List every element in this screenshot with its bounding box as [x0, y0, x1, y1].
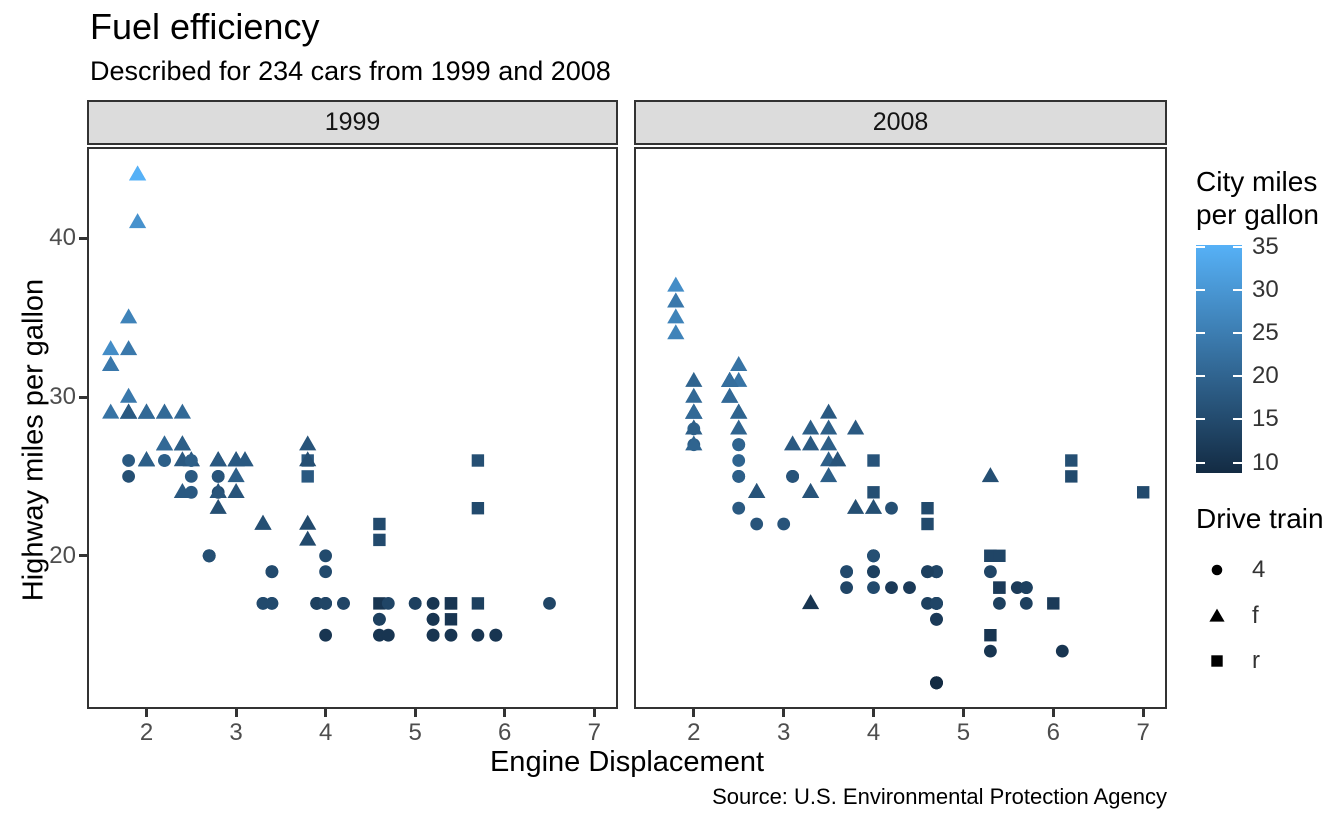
scatter-point: [748, 483, 765, 498]
legend-square-icon: [1203, 647, 1231, 675]
scatter-point: [667, 277, 684, 292]
gradient-tick: [1196, 462, 1205, 464]
scatter-point: [138, 451, 155, 466]
x-tick-label: 2: [139, 719, 154, 746]
scatter-point: [319, 597, 332, 610]
x-tick-label: 4: [866, 719, 881, 746]
caption: Source: U.S. Environmental Protection Agency: [712, 784, 1167, 809]
x-axis-tick: [503, 709, 506, 717]
plot-title: Fuel efficiency: [90, 6, 320, 47]
scatter-point: [299, 531, 316, 546]
scatter-point: [174, 404, 191, 419]
gradient-tick-label: 25: [1252, 319, 1279, 347]
x-tick-label: 2: [687, 719, 701, 746]
scatter-point: [984, 565, 997, 578]
x-axis-tick: [235, 709, 238, 717]
scatter-point: [373, 534, 385, 546]
scatter-point: [489, 629, 502, 642]
gradient-tick: [1196, 332, 1205, 334]
scatter-point: [120, 340, 137, 355]
scatter-point: [982, 467, 999, 482]
x-tick-label: 3: [229, 719, 243, 746]
x-tick-label: 3: [776, 719, 791, 746]
scatter-point: [993, 550, 1005, 562]
scatter-point: [299, 435, 316, 450]
scatter-point: [266, 565, 279, 578]
scatter-point: [667, 324, 684, 339]
x-tick-label: 5: [956, 719, 971, 746]
scatter-point: [777, 518, 790, 531]
scatter-point: [840, 581, 853, 594]
scatter-point: [302, 470, 314, 482]
scatter-point: [185, 454, 198, 467]
x-tick-label: 5: [408, 719, 422, 746]
scatter-point: [685, 388, 702, 403]
gradient-tick: [1233, 289, 1242, 291]
scatter-point: [930, 676, 943, 689]
scatter-point: [472, 454, 484, 466]
gradient-tick: [1233, 375, 1242, 377]
scatter-point: [1137, 486, 1149, 498]
legend-item-label-f: f: [1252, 602, 1259, 629]
x-axis-tick: [692, 709, 695, 717]
legend-item-label-4: 4: [1252, 556, 1266, 583]
scatter-point: [847, 420, 864, 435]
scatter-point: [802, 435, 819, 450]
scatter-point: [984, 629, 996, 641]
scatter-point: [732, 454, 745, 467]
gradient-tick-label: 15: [1252, 405, 1279, 433]
scatter-point: [685, 372, 702, 387]
color-legend-title-line2: per gallon: [1196, 199, 1319, 230]
scatter-point: [732, 470, 745, 483]
scatter-point: [802, 483, 819, 498]
scatter-point: [867, 581, 880, 594]
scatter-point: [730, 420, 747, 435]
scatter-point: [685, 404, 702, 419]
scatter-point: [993, 597, 1006, 610]
scatter-point: [1056, 645, 1069, 658]
scatter-point: [319, 549, 332, 562]
scatter-point: [337, 597, 350, 610]
scatter-plot-2008: [634, 147, 1167, 709]
scatter-point: [373, 518, 385, 530]
scatter-point: [820, 404, 837, 419]
scatter-point: [445, 613, 457, 625]
scatter-point: [885, 502, 898, 515]
scatter-point: [667, 293, 684, 308]
y-axis-tick: [79, 396, 87, 399]
gradient-tick: [1196, 289, 1205, 291]
scatter-point: [867, 486, 879, 498]
scatter-point: [802, 594, 819, 609]
gradient-tick: [1233, 246, 1242, 248]
scatter-point: [228, 483, 245, 498]
y-axis-title: Highway miles per gallon: [17, 278, 50, 602]
plot-subtitle: Described for 234 cars from 1999 and 2008: [90, 56, 611, 86]
x-tick-label: 6: [1046, 719, 1060, 746]
scatter-point: [382, 597, 395, 610]
scatter-point: [120, 388, 137, 403]
scatter-point: [1020, 581, 1033, 594]
color-gradient-bar: [1196, 245, 1242, 473]
facet-panel-1999: [87, 147, 618, 709]
facet-panel-2008: [634, 147, 1167, 709]
scatter-point: [472, 597, 484, 609]
scatter-point: [1065, 454, 1077, 466]
scatter-point: [122, 470, 135, 483]
scatter-point: [802, 420, 819, 435]
scatter-point: [102, 340, 119, 355]
scatter-point: [1020, 597, 1033, 610]
scatter-point: [138, 404, 155, 419]
facet-strip-2008: [634, 100, 1167, 145]
facet-strip-label: 1999: [324, 108, 381, 136]
gradient-tick-label: 35: [1252, 232, 1279, 260]
y-tick-label: 30: [49, 383, 76, 411]
scatter-point: [382, 629, 395, 642]
scatter-point: [266, 597, 279, 610]
scatter-point: [102, 356, 119, 371]
scatter-point: [865, 499, 882, 514]
color-legend-title-line1: City miles: [1196, 166, 1318, 197]
facet-strip-label: 2008: [872, 108, 929, 136]
scatter-point: [784, 435, 801, 450]
scatter-point: [847, 499, 864, 514]
scatter-point: [667, 308, 684, 323]
scatter-point: [174, 435, 191, 450]
x-tick-label: 6: [498, 719, 512, 746]
scatter-point: [820, 435, 837, 450]
x-axis-tick: [1052, 709, 1055, 717]
scatter-point: [445, 629, 458, 642]
scatter-point: [921, 565, 934, 578]
scatter-point: [203, 549, 216, 562]
scatter-point: [185, 486, 198, 499]
scatter-point: [120, 404, 137, 419]
scatter-point: [930, 613, 943, 626]
gradient-tick: [1233, 418, 1242, 420]
x-axis-tick: [593, 709, 596, 717]
scatter-point: [427, 613, 440, 626]
scatter-point: [228, 467, 245, 482]
scatter-point: [156, 404, 173, 419]
scatter-point: [930, 597, 943, 610]
legend-item-label-r: r: [1252, 647, 1260, 674]
scatter-point: [543, 597, 556, 610]
gradient-tick: [1196, 418, 1205, 420]
x-tick-label: 4: [318, 719, 333, 746]
scatter-point: [102, 404, 119, 419]
scatter-point: [786, 470, 799, 483]
color-legend-title: [1196, 165, 1319, 231]
scatter-point: [732, 438, 745, 451]
gradient-tick: [1233, 332, 1242, 334]
x-axis-tick: [962, 709, 965, 717]
scatter-point: [993, 581, 1005, 593]
scatter-point: [867, 565, 880, 578]
scatter-point: [750, 518, 763, 531]
scatter-point: [158, 454, 171, 467]
scatter-point: [730, 356, 747, 371]
scatter-point: [212, 470, 225, 483]
x-axis-tick: [1142, 709, 1145, 717]
x-axis-tick: [872, 709, 875, 717]
scatter-point: [120, 308, 137, 323]
scatter-point: [210, 451, 227, 466]
shape-legend-title: Drive train: [1196, 503, 1324, 534]
scatter-point: [373, 613, 386, 626]
scatter-point: [1065, 470, 1077, 482]
scatter-point: [472, 502, 484, 514]
scatter-point: [730, 404, 747, 419]
x-axis-tick: [324, 709, 327, 717]
scatter-point: [903, 581, 916, 594]
scatter-point: [445, 597, 457, 609]
scatter-point: [820, 420, 837, 435]
scatter-point: [921, 518, 933, 530]
scatter-point: [867, 454, 879, 466]
scatter-plot-1999: [87, 147, 618, 709]
scatter-point: [122, 454, 135, 467]
y-tick-label: 20: [49, 541, 76, 569]
x-axis-title: Engine Displacement: [489, 746, 765, 778]
scatter-point: [820, 467, 837, 482]
scatter-point: [921, 502, 933, 514]
scatter-point: [129, 166, 146, 181]
scatter-point: [299, 515, 316, 530]
x-tick-label: 7: [587, 719, 601, 746]
legend-triangle-icon: [1203, 602, 1231, 630]
y-axis-tick: [79, 237, 87, 240]
scatter-point: [472, 629, 485, 642]
x-tick-label: 7: [1136, 719, 1150, 746]
x-axis-tick: [782, 709, 785, 717]
scatter-point: [427, 597, 440, 610]
facet-strip-1999: [87, 100, 618, 145]
gradient-tick-label: 10: [1252, 448, 1279, 476]
scatter-point: [210, 499, 227, 514]
scatter-point: [319, 629, 332, 642]
scatter-point: [156, 435, 173, 450]
scatter-point: [1047, 597, 1059, 609]
x-axis-tick: [414, 709, 417, 717]
gradient-tick-label: 20: [1252, 362, 1279, 390]
scatter-point: [840, 565, 853, 578]
scatter-point: [254, 515, 271, 530]
gradient-tick: [1196, 375, 1205, 377]
y-tick-label: 40: [49, 224, 76, 252]
legend-circle-icon: [1203, 556, 1231, 584]
gradient-tick: [1196, 246, 1205, 248]
scatter-point: [185, 470, 198, 483]
x-axis-tick: [145, 709, 148, 717]
scatter-point: [427, 629, 440, 642]
scatter-point: [732, 502, 745, 515]
y-axis-tick: [79, 554, 87, 557]
scatter-point: [867, 549, 880, 562]
scatter-point: [984, 645, 997, 658]
scatter-point: [721, 388, 738, 403]
scatter-point: [129, 213, 146, 228]
scatter-point: [319, 565, 332, 578]
scatter-point: [885, 581, 898, 594]
scatter-point: [409, 597, 422, 610]
gradient-tick: [1233, 462, 1242, 464]
gradient-tick-label: 30: [1252, 275, 1279, 303]
